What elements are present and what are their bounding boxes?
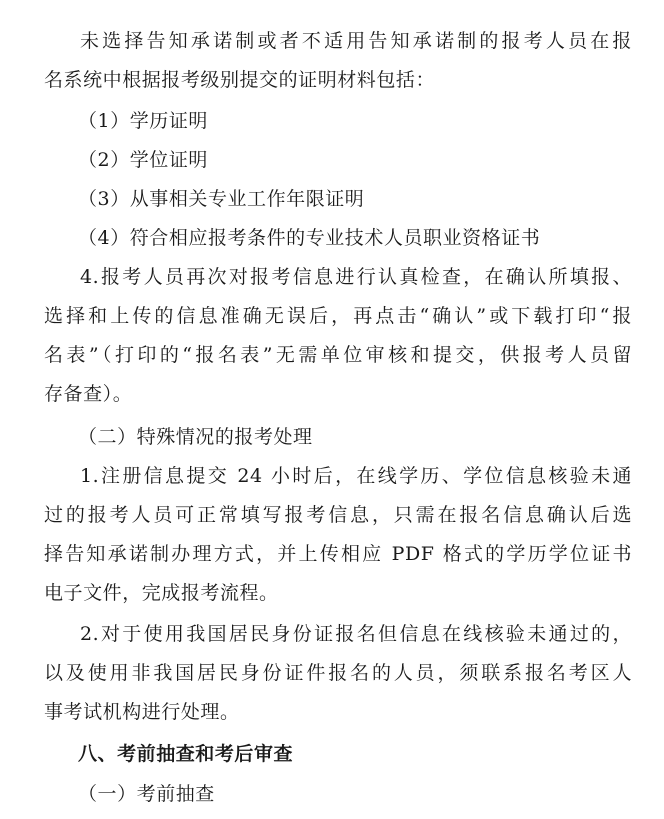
- list-item-4: （4）符合相应报考条件的专业技术人员职业资格证书: [78, 227, 541, 249]
- paragraph-line: 1.注册信息提交 24 小时后，在线学历、学位信息核验未通: [80, 465, 632, 487]
- subsection-heading: （一）考前抽查: [78, 783, 215, 805]
- list-item-2: （2）学位证明: [78, 149, 208, 171]
- paragraph-line: 4.报考人员再次对报考信息进行认真检查，在确认所填报、: [80, 266, 632, 288]
- paragraph-line: 名表”（打印的“报名表”无需单位审核和提交，供报考人员留: [44, 344, 632, 366]
- paragraph-line: 择告知承诺制办理方式，并上传相应 PDF 格式的学历学位证书: [44, 543, 632, 565]
- paragraph-line: 选择和上传的信息准确无误后，再点击“确认”或下载打印“报: [44, 305, 632, 327]
- section-heading: 八、考前抽查和考后审查: [78, 743, 294, 765]
- paragraph-line: 存备查）。: [44, 383, 133, 405]
- paragraph-line: 事考试机构进行处理。: [44, 701, 240, 723]
- paragraph-line: 2.对于使用我国居民身份证报名但信息在线核验未通过的，: [80, 623, 632, 645]
- paragraph-line: 过的报考人员可正常填写报考信息，只需在报名信息确认后选: [44, 504, 632, 526]
- subsection-heading: （二）特殊情况的报考处理: [78, 426, 313, 448]
- paragraph-line: 未选择告知承诺制或者不适用告知承诺制的报考人员在报: [80, 30, 632, 52]
- paragraph-line: 名系统中根据报考级别提交的证明材料包括：: [44, 69, 436, 91]
- list-item-1: （1）学历证明: [78, 110, 208, 132]
- paragraph-line: 电子文件，完成报考流程。: [44, 582, 279, 604]
- list-item-3: （3）从事相关专业工作年限证明: [78, 188, 365, 210]
- paragraph-line: 以及使用非我国居民身份证件报名的人员，须联系报名考区人: [44, 662, 632, 684]
